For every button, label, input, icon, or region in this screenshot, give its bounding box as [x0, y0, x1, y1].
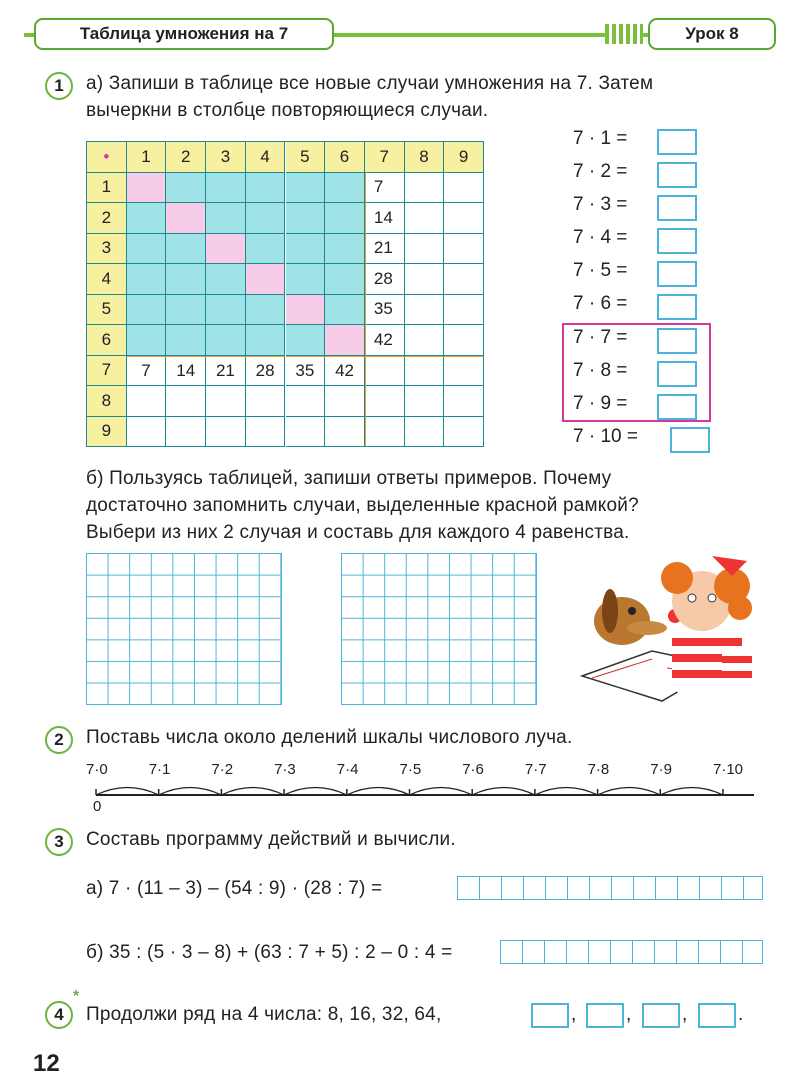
equation-answer-box[interactable] — [657, 228, 697, 254]
equation-label: 7 · 4 = — [573, 227, 628, 248]
table-col7-value: 7 — [365, 173, 405, 204]
table-cell[interactable] — [405, 173, 445, 204]
table-cell[interactable] — [444, 386, 484, 417]
ray-label: 7·1 — [148, 761, 171, 778]
ray-label: 7·3 — [274, 761, 296, 778]
table-cell[interactable] — [206, 325, 246, 356]
lesson-badge — [648, 18, 776, 50]
table-cell[interactable] — [206, 264, 246, 295]
table-cell[interactable] — [444, 325, 484, 356]
table-cell[interactable] — [325, 417, 365, 448]
table-cell[interactable] — [444, 356, 484, 387]
table-cell[interactable] — [127, 386, 167, 417]
table-col-header: 5 — [286, 142, 326, 173]
table-cell[interactable] — [444, 234, 484, 265]
task-3-text: Составь программу действий и вычисли. — [86, 829, 456, 850]
task-1b-line-2: достаточно запомнить случаи, выделенные красной рамкой? — [86, 495, 639, 516]
table-row-header: 2 — [87, 203, 127, 234]
table-col-header: 7 — [365, 142, 405, 173]
table-cell[interactable] — [206, 173, 246, 204]
ray-label: 7·8 — [587, 761, 610, 778]
ray-arc — [472, 788, 535, 796]
number-ray — [86, 778, 766, 800]
ray-arc — [347, 788, 410, 796]
table-cell[interactable] — [286, 203, 326, 234]
table-row7-value: 35 — [286, 356, 326, 387]
table-row-header: 7 — [87, 356, 127, 387]
task-1b-line-3: Выбери из них 2 случая и составь для каждого 4 равенства. — [86, 522, 630, 543]
table-cell[interactable] — [325, 264, 365, 295]
series-separator: . — [738, 1004, 744, 1025]
task-1a-line-1: а) Запиши в таблице все новые случаи умножения на 7. Затем — [86, 73, 654, 94]
table-cell[interactable] — [286, 264, 326, 295]
page-number: 12 — [33, 1050, 60, 1077]
table-cell[interactable] — [246, 203, 286, 234]
ray-label: 7·2 — [211, 761, 234, 778]
table-row7-value: 42 — [325, 356, 365, 387]
table-cell[interactable] — [405, 356, 445, 387]
equation-label: 7 · 5 = — [573, 260, 628, 281]
answer-grid-right[interactable] — [341, 553, 537, 705]
table-cell[interactable] — [127, 325, 167, 356]
series-separator: , — [571, 1004, 577, 1025]
table-row-header: 8 — [87, 386, 127, 417]
table-cell[interactable] — [405, 417, 445, 448]
table-cell[interactable] — [286, 234, 326, 265]
table-col7-value: 42 — [365, 325, 405, 356]
table-cell[interactable] — [325, 203, 365, 234]
equation-answer-box[interactable] — [670, 427, 710, 453]
table-col-header: 4 — [246, 142, 286, 173]
table-cell[interactable] — [246, 417, 286, 448]
table-cell[interactable] — [127, 173, 167, 204]
table-row7-value: 21 — [206, 356, 246, 387]
table-cell[interactable] — [246, 386, 286, 417]
task-4-number: 4 — [45, 1001, 73, 1029]
ray-arc — [535, 788, 598, 796]
table-cell[interactable] — [444, 417, 484, 448]
multiplication-table — [86, 141, 484, 447]
page-title — [34, 18, 334, 50]
table-cell[interactable] — [166, 325, 206, 356]
task-3b-answer-cells[interactable] — [500, 940, 763, 964]
table-cell[interactable] — [405, 234, 445, 265]
task-2-text: Поставь числа около делений шкалы числового луча. — [86, 727, 573, 748]
ray-label: 7·9 — [650, 761, 672, 778]
table-col7-value: 14 — [365, 203, 405, 234]
ray-label: 7·10 — [713, 761, 744, 778]
table-cell[interactable] — [444, 173, 484, 204]
table-cell[interactable] — [405, 325, 445, 356]
ray-arc — [660, 788, 723, 796]
table-cell[interactable] — [444, 203, 484, 234]
table-corner: • — [87, 142, 127, 173]
task-3b-expression: б) 35 : (5 · 3 – 8) + (63 : 7 + 5) : 2 – 0 : 4 = — [86, 942, 453, 963]
equation-label: 7 · 6 = — [573, 293, 628, 314]
table-col-header: 9 — [444, 142, 484, 173]
table-cell[interactable] — [286, 417, 326, 448]
equation-label: 7 · 3 = — [573, 194, 628, 215]
table-cell[interactable] — [444, 295, 484, 326]
table-cell[interactable] — [206, 417, 246, 448]
table-cell[interactable] — [365, 417, 405, 448]
table-row7-value: 14 — [166, 356, 206, 387]
lesson-badge-text: Урок 8 — [685, 24, 739, 43]
ray-label: 7·4 — [336, 761, 359, 778]
table-cell[interactable] — [206, 386, 246, 417]
task-3a-answer-cells[interactable] — [457, 876, 763, 900]
equation-label: 7 · 1 = — [573, 128, 628, 149]
task-4-text: Продолжи ряд на 4 числа: 8, 16, 32, 64, — [86, 1004, 442, 1025]
table-col-header: 2 — [166, 142, 206, 173]
table-col-header: 8 — [405, 142, 445, 173]
task-2-number: 2 — [45, 726, 73, 754]
ray-arc — [598, 788, 661, 796]
ray-label: 7·0 — [86, 761, 108, 778]
task-3a-expression: а) 7 · (11 – 3) – (54 : 9) · (28 : 7) = — [86, 878, 383, 899]
table-cell[interactable] — [206, 203, 246, 234]
task-1b-line-1: б) Пользуясь таблицей, запиши ответы примеров. Почему — [86, 468, 612, 489]
page-title-text: Таблица умножения на 7 — [79, 24, 289, 43]
table-cell[interactable] — [325, 234, 365, 265]
table-col-header: 6 — [325, 142, 365, 173]
table-cell[interactable] — [206, 234, 246, 265]
equation-label: 7 · 8 = — [573, 360, 628, 381]
difficulty-star-icon: * — [73, 988, 80, 1005]
table-cell[interactable] — [444, 264, 484, 295]
header-stripes — [605, 24, 643, 44]
equation-label: 7 · 10 = — [573, 426, 638, 447]
equation-answer-box[interactable] — [657, 294, 697, 320]
table-cell[interactable] — [286, 173, 326, 204]
equation-label: 7 · 9 = — [573, 393, 628, 414]
table-row-header: 3 — [87, 234, 127, 265]
table-cell[interactable] — [405, 264, 445, 295]
number-ray-zero: 0 — [93, 798, 102, 815]
table-row-header: 6 — [87, 325, 127, 356]
table-cell[interactable] — [365, 356, 405, 387]
table-row-header: 1 — [87, 173, 127, 204]
ray-label: 7·6 — [462, 761, 484, 778]
table-cell[interactable] — [127, 417, 167, 448]
table-col-header: 1 — [127, 142, 167, 173]
ray-arc — [96, 788, 159, 796]
series-answer-box-1[interactable] — [531, 1003, 569, 1028]
task-3-number: 3 — [45, 828, 73, 856]
dog-and-clown-illustration — [572, 556, 762, 716]
table-cell[interactable] — [246, 234, 286, 265]
table-col7-value: 21 — [365, 234, 405, 265]
table-cell[interactable] — [127, 234, 167, 265]
table-row-header: 9 — [87, 417, 127, 448]
ray-arc — [284, 788, 347, 796]
equation-answer-box[interactable] — [657, 261, 697, 287]
red-frame — [562, 323, 711, 422]
series-answer-box-2[interactable] — [586, 1003, 624, 1028]
table-cell[interactable] — [166, 264, 206, 295]
table-cell[interactable] — [325, 173, 365, 204]
table-cell[interactable] — [405, 386, 445, 417]
equation-answer-box[interactable] — [657, 162, 697, 188]
series-separator: , — [626, 1004, 632, 1025]
ray-arc — [159, 788, 222, 796]
series-answer-box-4[interactable] — [698, 1003, 736, 1028]
table-cell[interactable] — [127, 203, 167, 234]
equation-label: 7 · 7 = — [573, 327, 628, 348]
table-cell[interactable] — [127, 295, 167, 326]
task-1-number: 1 — [45, 72, 73, 100]
task-1a-line-2: вычеркни в столбце повторяющиеся случаи. — [86, 100, 489, 121]
table-cell[interactable] — [286, 325, 326, 356]
table-cell[interactable] — [166, 203, 206, 234]
answer-grid-left[interactable] — [86, 553, 282, 705]
table-cell[interactable] — [246, 295, 286, 326]
equation-label: 7 · 2 = — [573, 161, 628, 182]
equation-answer-box[interactable] — [657, 195, 697, 221]
table-cell[interactable] — [166, 295, 206, 326]
table-row-header: 4 — [87, 264, 127, 295]
table-cell[interactable] — [286, 386, 326, 417]
equation-answer-box[interactable] — [657, 129, 697, 155]
table-col7-value: 28 — [365, 264, 405, 295]
table-cell[interactable] — [166, 234, 206, 265]
table-col-header: 3 — [206, 142, 246, 173]
table-cell[interactable] — [166, 386, 206, 417]
ray-label: 7·5 — [399, 761, 422, 778]
table-row-header: 5 — [87, 295, 127, 326]
table-cell[interactable] — [246, 325, 286, 356]
table-cell[interactable] — [246, 173, 286, 204]
table-cell[interactable] — [166, 417, 206, 448]
table-cell[interactable] — [405, 295, 445, 326]
table-cell[interactable] — [325, 386, 365, 417]
series-answer-box-3[interactable] — [642, 1003, 680, 1028]
table-cell[interactable] — [286, 295, 326, 326]
ray-label: 7·7 — [524, 761, 547, 778]
table-col7-value: 35 — [365, 295, 405, 326]
table-cell[interactable] — [206, 295, 246, 326]
ray-arc — [410, 788, 473, 796]
table-cell[interactable] — [166, 173, 206, 204]
table-cell[interactable] — [325, 325, 365, 356]
table-row7-value: 7 — [127, 356, 167, 387]
ray-arc — [221, 788, 284, 796]
table-cell[interactable] — [405, 203, 445, 234]
table-cell[interactable] — [325, 295, 365, 326]
table-cell[interactable] — [127, 264, 167, 295]
table-cell[interactable] — [365, 386, 405, 417]
table-cell[interactable] — [246, 264, 286, 295]
table-row7-value: 28 — [246, 356, 286, 387]
series-separator: , — [682, 1004, 688, 1025]
